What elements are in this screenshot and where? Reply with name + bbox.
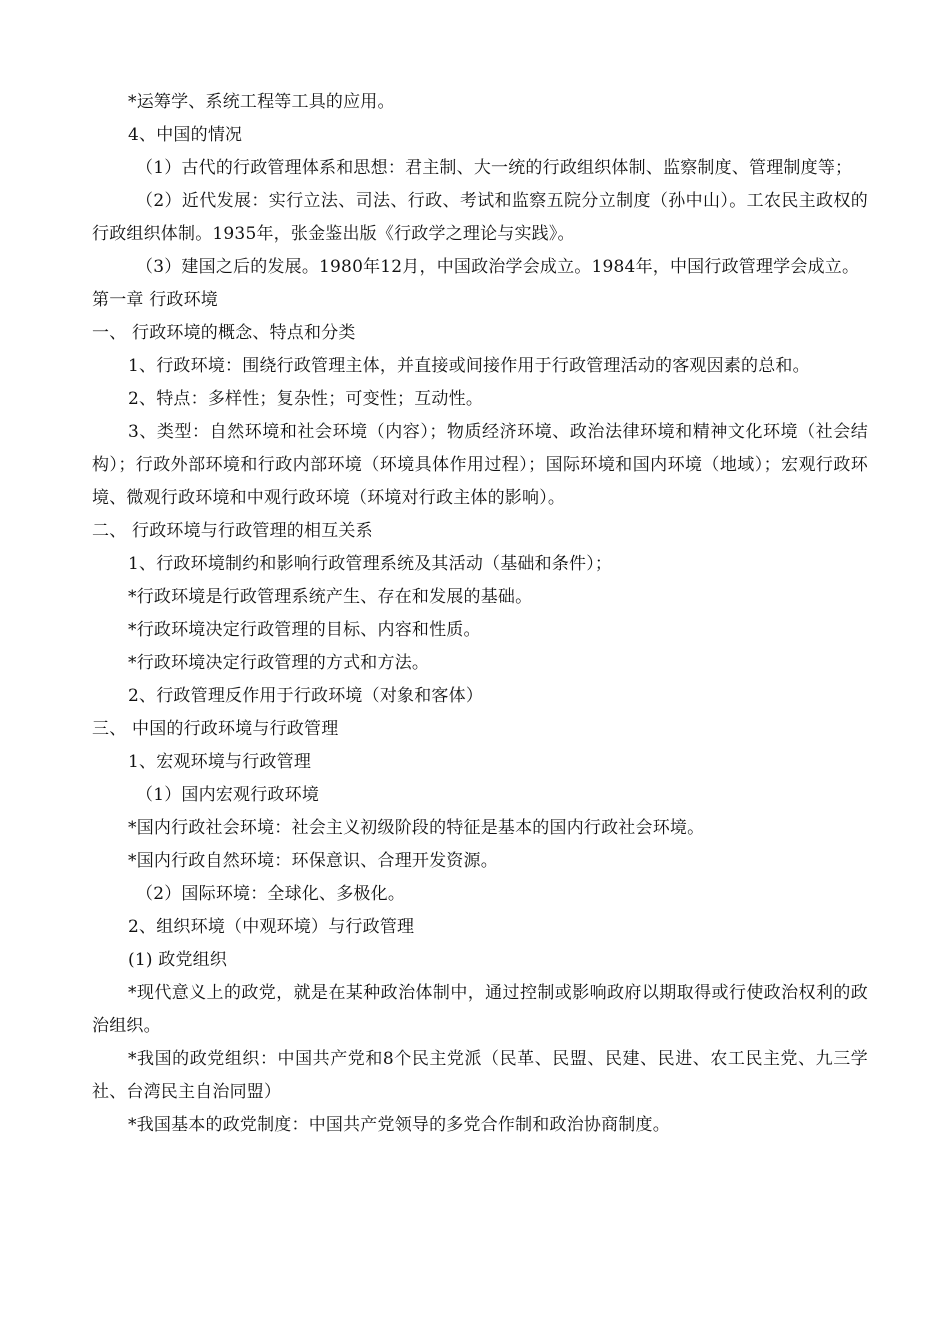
- paragraph-types: 3、类型：自然环境和社会环境（内容）；物质经济环境、政治法律环境和精神文化环境（社会结构）；行政外部环境和行政内部环境（环境具体作用过程）；国际环境和国内环境（地域）；宏观行政环境、微观行政环境和中观行政环境（环境对行政主体的影响）。: [92, 422, 868, 508]
- paragraph-ancient: （1）古代的行政管理体系和思想：君主制、大一统的行政组织体制、监察制度、管理制度等；: [136, 158, 853, 178]
- subheading-macro: 1、宏观环境与行政管理: [128, 752, 312, 772]
- paragraph-constraint: 1、行政环境制约和影响行政管理系统及其活动（基础和条件）；: [128, 554, 613, 574]
- heading-china-situation: 4、中国的情况: [128, 125, 243, 145]
- bullet-methods: *行政环境决定行政管理的方式和方法。: [128, 653, 430, 673]
- bullet-foundation: *行政环境是行政管理系统产生、存在和发展的基础。: [128, 587, 533, 607]
- subheading-organization: 2、组织环境（中观环境）与行政管理: [128, 917, 415, 937]
- paragraph-modern: （2）近代发展：实行立法、司法、行政、考试和监察五院分立制度（孙中山）。工农民主政权的行政组织体制。1935年，张金鉴出版《行政学之理论与实践》。: [92, 191, 868, 244]
- subheading-party: (1) 政党组织: [128, 950, 228, 970]
- chapter-title: 第一章 行政环境: [92, 290, 219, 310]
- bullet-social-env: *国内行政社会环境：社会主义初级阶段的特征是基本的国内行政社会环境。: [128, 818, 705, 838]
- subheading-domestic: （1）国内宏观行政环境: [136, 785, 320, 805]
- paragraph-features: 2、特点：多样性；复杂性；可变性；互动性。: [128, 389, 484, 409]
- section-heading-two: 二、 行政环境与行政管理的相互关系: [92, 521, 373, 541]
- section-heading-one: 一、 行政环境的概念、特点和分类: [92, 323, 356, 343]
- bullet-party-definition: *现代意义上的政党，就是在某种政治体制中，通过控制或影响政府以期取得或行使政治权利的政治组织。: [92, 983, 868, 1036]
- section-heading-three: 三、 中国的行政环境与行政管理: [92, 719, 339, 739]
- bullet-goals: *行政环境决定行政管理的目标、内容和性质。: [128, 620, 481, 640]
- bullet-party-system: *我国基本的政党制度：中国共产党领导的多党合作制和政治协商制度。: [128, 1115, 670, 1135]
- paragraph-reaction: 2、行政管理反作用于行政环境（对象和客体）: [128, 686, 484, 706]
- document-page: [92, 86, 868, 1142]
- bullet-party-orgs: *我国的政党组织：中国共产党和8个民主党派（民革、民盟、民建、民进、农工民主党、九三学社、台湾民主自治同盟）: [92, 1049, 868, 1102]
- subheading-international: （2）国际环境：全球化、多极化。: [136, 884, 406, 904]
- paragraph-post-founding: （3）建国之后的发展。1980年12月，中国政治学会成立。1984年，中国行政管理学会成立。: [136, 257, 860, 277]
- bullet-natural-env: *国内行政自然环境：环保意识、合理开发资源。: [128, 851, 498, 871]
- paragraph-definition: 1、行政环境：围绕行政管理主体，并直接或间接作用于行政管理活动的客观因素的总和。: [128, 356, 810, 376]
- paragraph-tools: *运筹学、系统工程等工具的应用。: [128, 92, 395, 112]
